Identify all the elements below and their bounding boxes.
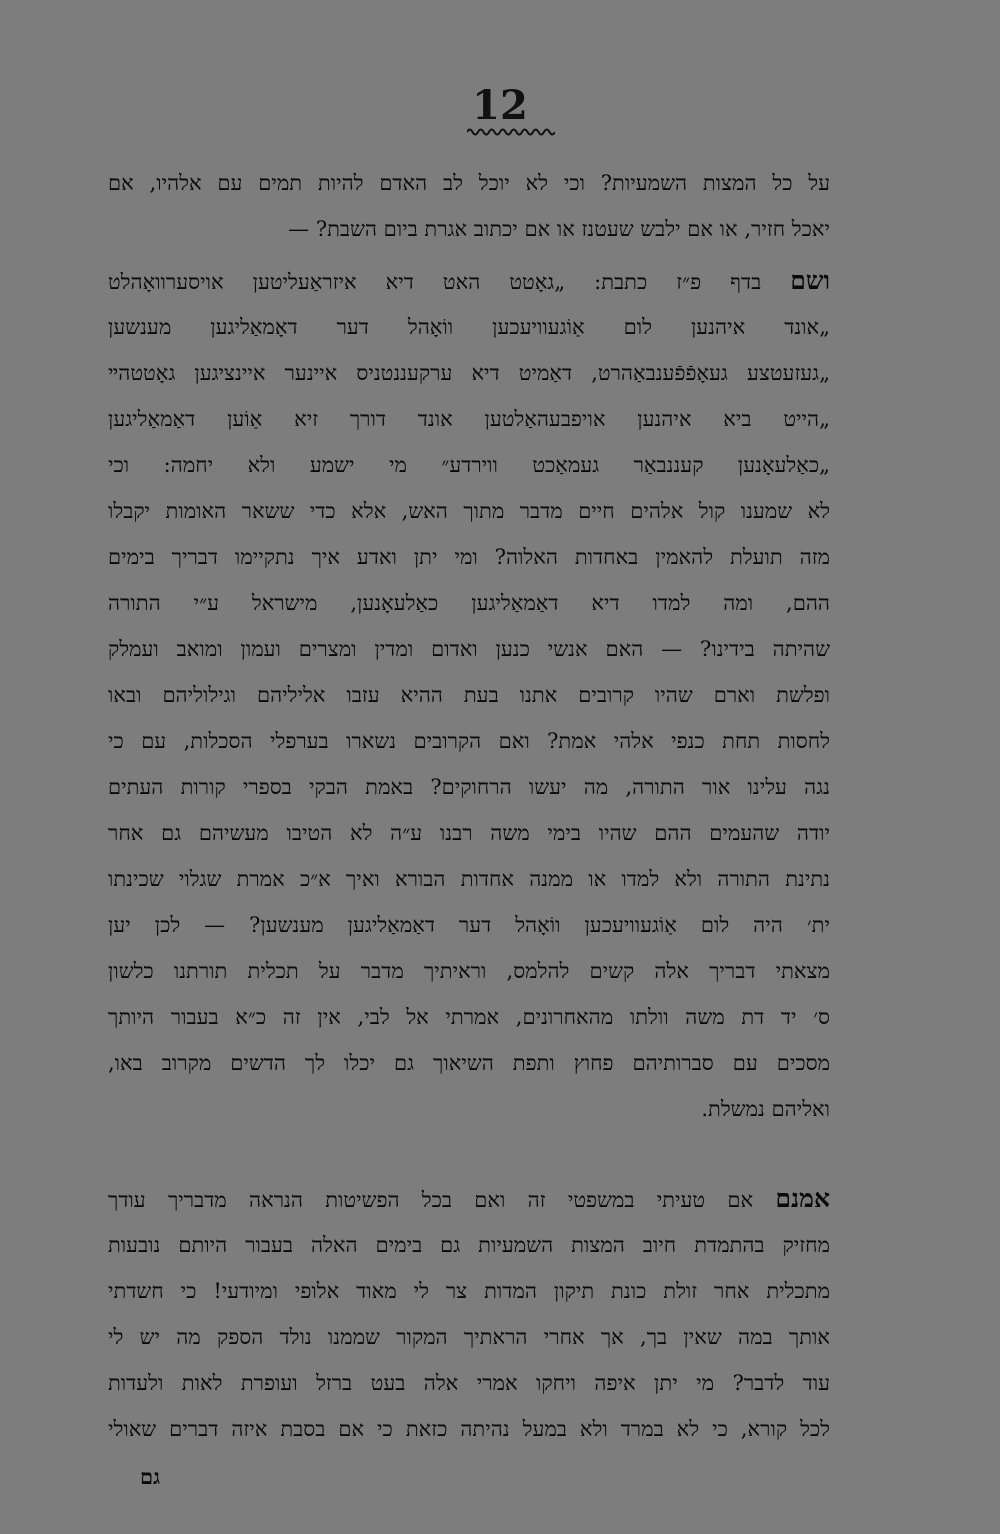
text-line: לכל קורא, כי לא במרד ולא במעל נהיתה כזאת כי אם בסבת איזה דברים שאולי: [108, 1417, 830, 1441]
text-line: מתכלית אחר זולת כונת תיקון המדות צר לי מאוד אלופי ומיודעי! כי חשדתי: [108, 1279, 830, 1303]
text-line: יאכל חזיר, או אם ילבש שעטנז או אם יכתוב אגרת ביום השבת? —: [288, 217, 830, 241]
text-line: „געזעטצע געאָפֿפֿענבאַהרט, דאַמיט דיא ערקעננטניס איינער איינציגען גאָטטהײ: [108, 361, 830, 385]
text-line: שהיתה בידינו? — האם אנשי כנען ואדום ומדין ומצרים ועמון ומואב ועמלק: [108, 637, 830, 661]
text-line: ית׳ היה לום אַוֹגעוויעכען ווֹאָהל דער דאַמאַליגען מענשען? — לכן יען: [108, 913, 830, 937]
text-line: ס׳ יד דת משה וולתו מהאחרונים, אמרתי אל לבי, אין זה כ״א בעבור היותך: [108, 1005, 830, 1029]
text-line: לא שמענו קול אלהים חיים מדבר מתוך האש, אלא כדי ששאר האומות יקבלו: [108, 499, 830, 523]
text-line: אותך במה שאין בך, אך אחרי הראתיך המקור שממנו נולד הספק מה יש לי: [108, 1325, 830, 1349]
text-line-rest: אם טעיתי במשפטי זה ואם בכל הפשיטות הנראה מדבריך עודך: [108, 1188, 754, 1212]
text-line: „כאַלעאָנען קעננבאַר געמאַכט ווירדע״ מי ישמע ולא יחמה: וכי: [108, 453, 830, 477]
text-line: נגה עלינו אור התורה, מה יעשו הרחוקים? באמת הבקי בספרי קורות העתים: [108, 775, 830, 799]
text-line: מסכים עם סברותיהם פחוץ ותפת השיאוך גם יכלו לך הדשים מקרוב באו,: [108, 1051, 830, 1075]
wavy-ornament-rule: [467, 126, 555, 136]
paragraph-3: [108, 1176, 830, 1452]
paragraph-lead-word: ושם: [790, 266, 830, 295]
text-line: מחזיק בהתמדת חיוב המצות השמעיות גם בימים האלה בעבור היותם נובעות: [108, 1233, 830, 1257]
paragraph-lead-word: אמנם: [775, 1184, 830, 1213]
text-line: מצאתי דבריך אלה קשים להלמס, וראיתיך מדבר על תכלית תורתנו כלשון: [108, 959, 830, 983]
text-line: ואליהם נמשלת.: [701, 1097, 830, 1121]
catchword: גם: [140, 1464, 161, 1489]
paragraph-2: [108, 258, 830, 1132]
text-line: מזה תועלת להאמין באחדות האלוה? ומי יתן ואדע איך נתקיימו דבריך בימים: [108, 545, 830, 569]
paragraph-1: [108, 160, 830, 252]
text-line-rest: בדף פ״ז כתבת: „גאָטט האט דיא איזראַעליטען אויסערוואָהלט: [108, 270, 762, 294]
text-line: ופלשת וארם שהיו קרובים אתנו בעת ההיא עזבו אליליהם וגילוליהם ובאו: [108, 683, 830, 707]
text-line: על כל המצות השמעיות? וכי לא יוכל לב האדם להיות תמים עם אלהיו, אם: [108, 171, 830, 195]
page-number: 12: [472, 82, 528, 129]
text-line: נתינת התורה ולא למדו או ממנה אחדות הבורא ואיך א״כ אמרת שגלוי שכינתו: [108, 867, 830, 891]
text-line: יודה שהעמים ההם שהיו בימי משה רבנו ע״ה לא הטיבו מעשיהם גם אחר: [108, 821, 830, 845]
text-line: „אונד איהנען לום אַוֹגעוויעכען ווֹאָהל דער דאָמאַליגען מענשען: [108, 315, 830, 339]
text-line: עוד לדבר? מי יתן איפה ויחקו אמרי אלה בעט ברזל ועופרת לאות ולעדות: [108, 1371, 830, 1395]
text-line: ההם, ומה למדו דיא דאַמאַליגען כאַלעאָנען, מישראל ע״י התורה: [108, 591, 830, 615]
text-line: „הייט ביא איהנען אויפבעהאַלטען אונד דורך זיא אַוֹען דאַמאַליגען: [108, 407, 830, 431]
text-line: [108, 258, 830, 304]
text-line: לחסות תחת כנפי אלהי אמת? ואם הקרובים נשארו בערפלי הסכלות, עם כי: [108, 729, 830, 753]
text-line: [108, 1176, 830, 1222]
